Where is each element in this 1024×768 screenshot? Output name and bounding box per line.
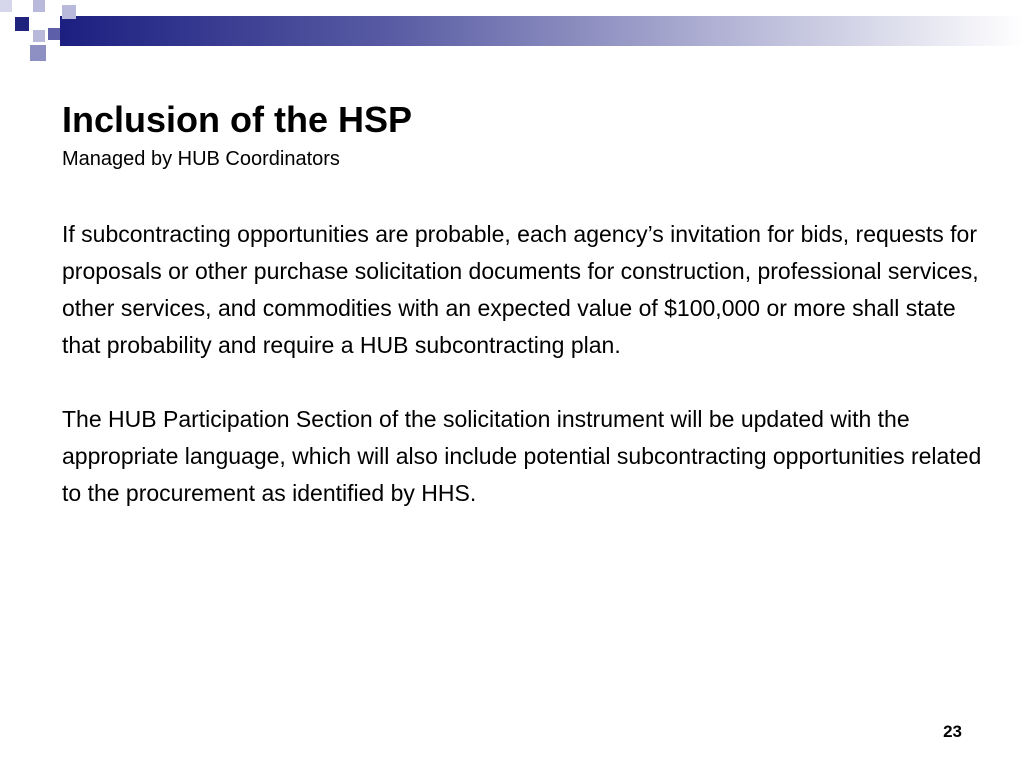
decorative-square: [33, 0, 45, 12]
decorative-square: [30, 45, 46, 61]
decorative-square: [33, 30, 45, 42]
slide-body: [62, 216, 982, 512]
decorative-square: [62, 5, 76, 19]
decorative-square: [15, 17, 29, 31]
decorative-square: [0, 0, 12, 12]
slide-title: Inclusion of the HSP: [62, 99, 413, 140]
decorative-square: [48, 28, 60, 40]
body-paragraph: The HUB Participation Section of the solicitation instrument will be updated with the appropriate language, which will also include potential subcontracting opportunities related to the procurement as identified by HHS.: [62, 406, 982, 506]
slide-subtitle: Managed by HUB Coordinators: [62, 148, 340, 170]
body-paragraph: If subcontracting opportunities are probable, each agency’s invitation for bids, requests for proposals or other purchase solicitation documents for construction, professional services, other services, and commodities with an expected value of $100,000 or more shall state that probability and require a HUB subcontracting plan.: [62, 221, 979, 358]
page-number: 23: [943, 722, 962, 741]
header-gradient-bar: [60, 16, 1024, 46]
